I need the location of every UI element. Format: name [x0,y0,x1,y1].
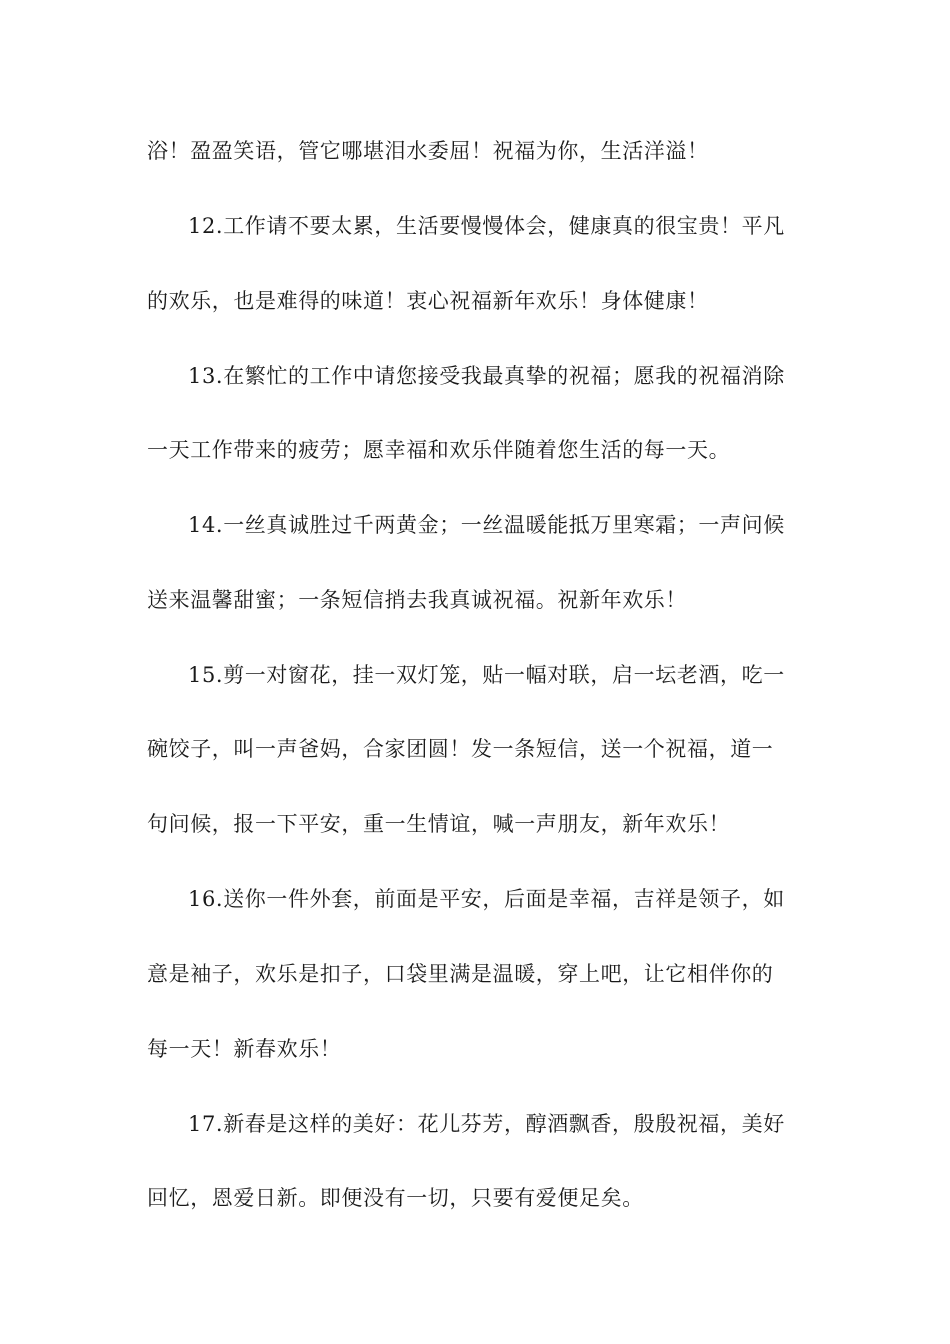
paragraph-line: 的欢乐，也是难得的味道！衷心祝福新年欢乐！身体健康！ [147,289,709,313]
paragraph-line: 每一天！新春欢乐！ [147,1037,342,1061]
paragraph-line: 回忆，恩爱日新。即便没有一切，只要有爱便足矣。 [147,1186,644,1210]
paragraph-line: 14.一丝真诚胜过千两黄金；一丝温暖能抵万里寒霜；一声问候 [188,513,785,537]
paragraph-line: 16.送你一件外套，前面是平安，后面是幸福，吉祥是领子，如 [188,887,785,911]
paragraph-line: 15.剪一对窗花，挂一双灯笼，贴一幅对联，启一坛老酒，吃一 [188,663,785,687]
paragraph-line: 浴！盈盈笑语，管它哪堪泪水委屈！祝福为你，生活洋溢！ [147,139,709,163]
paragraph-line: 13.在繁忙的工作中请您接受我最真挚的祝福；愿我的祝福消除 [188,364,785,388]
paragraph-line: 一天工作带来的疲劳；愿幸福和欢乐伴随着您生活的每一天。 [147,438,731,462]
paragraph-line: 送来温馨甜蜜；一条短信捎去我真诚祝福。祝新年欢乐！ [147,588,687,612]
paragraph-line: 意是袖子，欢乐是扣子，口袋里满是温暖，穿上吧，让它相伴你的 [147,962,774,986]
paragraph-line: 17.新春是这样的美好：花儿芬芳，醇酒飘香，殷殷祝福，美好 [188,1112,785,1136]
paragraph-line: 12.工作请不要太累，生活要慢慢体会，健康真的很宝贵！平凡 [188,214,785,238]
paragraph-line: 句问候，报一下平安，重一生情谊，喊一声朋友，新年欢乐！ [147,812,731,836]
paragraph-line: 碗饺子，叫一声爸妈，合家团圆！发一条短信，送一个祝福，道一 [147,737,774,761]
